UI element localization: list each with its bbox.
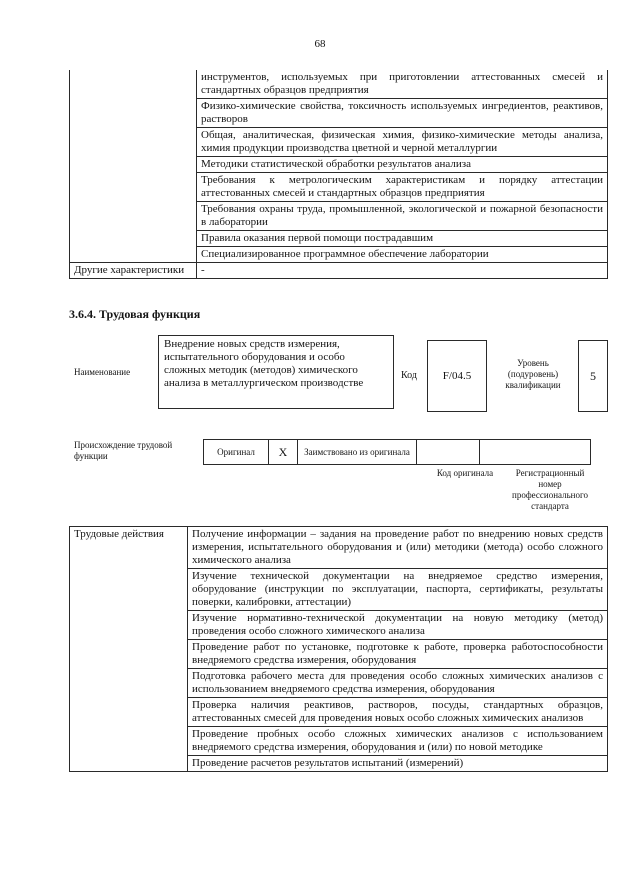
registration-number-caption: Регистрационный номер профессионального стандарта	[512, 468, 588, 511]
original-code-cell	[417, 440, 480, 465]
labor-action-item: Изучение нормативно-технической документации на новую методику (метод) проведения особо сложного химического анализа	[188, 611, 608, 640]
page-number: 68	[314, 38, 326, 50]
section-heading: 3.6.4. Трудовая функция	[69, 307, 201, 321]
knowledge-label-cell	[70, 70, 197, 263]
function-name-box: Внедрение новых средств измерения, испытательного оборудования и особо сложных методик (методов) химического анализа в металлургическом производстве	[158, 335, 394, 409]
labor-action-item: Изучение технической документации на внедряемое средство измерения, оборудование (инструкции по эксплуатации, паспорта, сертификаты, результаты поверки, калибровки, аттестации)	[188, 569, 608, 611]
origin-label: Происхождение трудовой функции	[74, 440, 173, 461]
labor-action-item: Проведение пробных особо сложных химических анализов с использованием внедряемого средства измерения, оборудования и (или) по новой методике	[188, 727, 608, 756]
original-mark: X	[269, 440, 298, 465]
original-code-caption: Код оригинала	[436, 468, 494, 478]
labor-actions-table	[69, 526, 608, 772]
level-label: Уровень (подуровень) квалификации	[505, 358, 561, 390]
knowledge-item: Правила оказания первой помощи пострадавшим	[197, 231, 608, 247]
other-characteristics-label: Другие характеристики	[70, 263, 197, 279]
knowledge-item: Методики статистической обработки результатов анализа	[197, 157, 608, 173]
knowledge-item: инструментов, используемых при приготовлении аттестованных смесей и стандартных образцов предприятия	[197, 70, 608, 99]
labor-action-item: Подготовка рабочего места для проведения особо сложных химических анализов с использованием внедряемого средства измерения, оборудования	[188, 669, 608, 698]
knowledge-item: Специализированное программное обеспечение лаборатории	[197, 247, 608, 263]
labor-action-item: Получение информации – задания на проведение работ по внедрению новых средств измерения, испытательного оборудования и (или) методики (метода) особо сложного химического анализа	[188, 527, 608, 569]
knowledge-item: Требования к метрологическим характеристикам и порядку аттестации аттестованных смесей и стандартных образцов предприятия	[197, 173, 608, 202]
labor-action-item: Проверка наличия реактивов, растворов, посуды, стандартных образцов, аттестованных смесей для проведения новых особо сложных химических анализов	[188, 698, 608, 727]
code-label: Код	[401, 370, 417, 381]
level-box	[578, 340, 608, 412]
labor-actions-label: Трудовые действия	[70, 527, 188, 772]
origin-table	[203, 439, 591, 465]
function-code-value: F/04.5	[442, 370, 472, 382]
name-label: Наименование	[74, 367, 131, 377]
knowledge-item: Требования охраны труда, промышленной, экологической и пожарной безопасности в лаборатории	[197, 202, 608, 231]
function-code-box	[427, 340, 487, 412]
other-characteristics-value: -	[197, 263, 608, 279]
original-label: Оригинал	[204, 440, 269, 465]
borrowed-label: Заимствовано из оригинала	[298, 440, 417, 465]
knowledge-item: Общая, аналитическая, физическая химия, физико-химические методы анализа, химия продукции производства цветной и черной металлургии	[197, 128, 608, 157]
level-value: 5	[590, 368, 596, 383]
knowledge-table	[69, 70, 608, 279]
knowledge-item: Физико-химические свойства, токсичность используемых ингредиентов, реактивов, растворов	[197, 99, 608, 128]
labor-action-item: Проведение работ по установке, подготовке к работе, проверка работоспособности внедряемого средства измерения, оборудования	[188, 640, 608, 669]
labor-action-item: Проведение расчетов результатов испытаний (измерений)	[188, 756, 608, 772]
registration-number-cell	[480, 440, 591, 465]
